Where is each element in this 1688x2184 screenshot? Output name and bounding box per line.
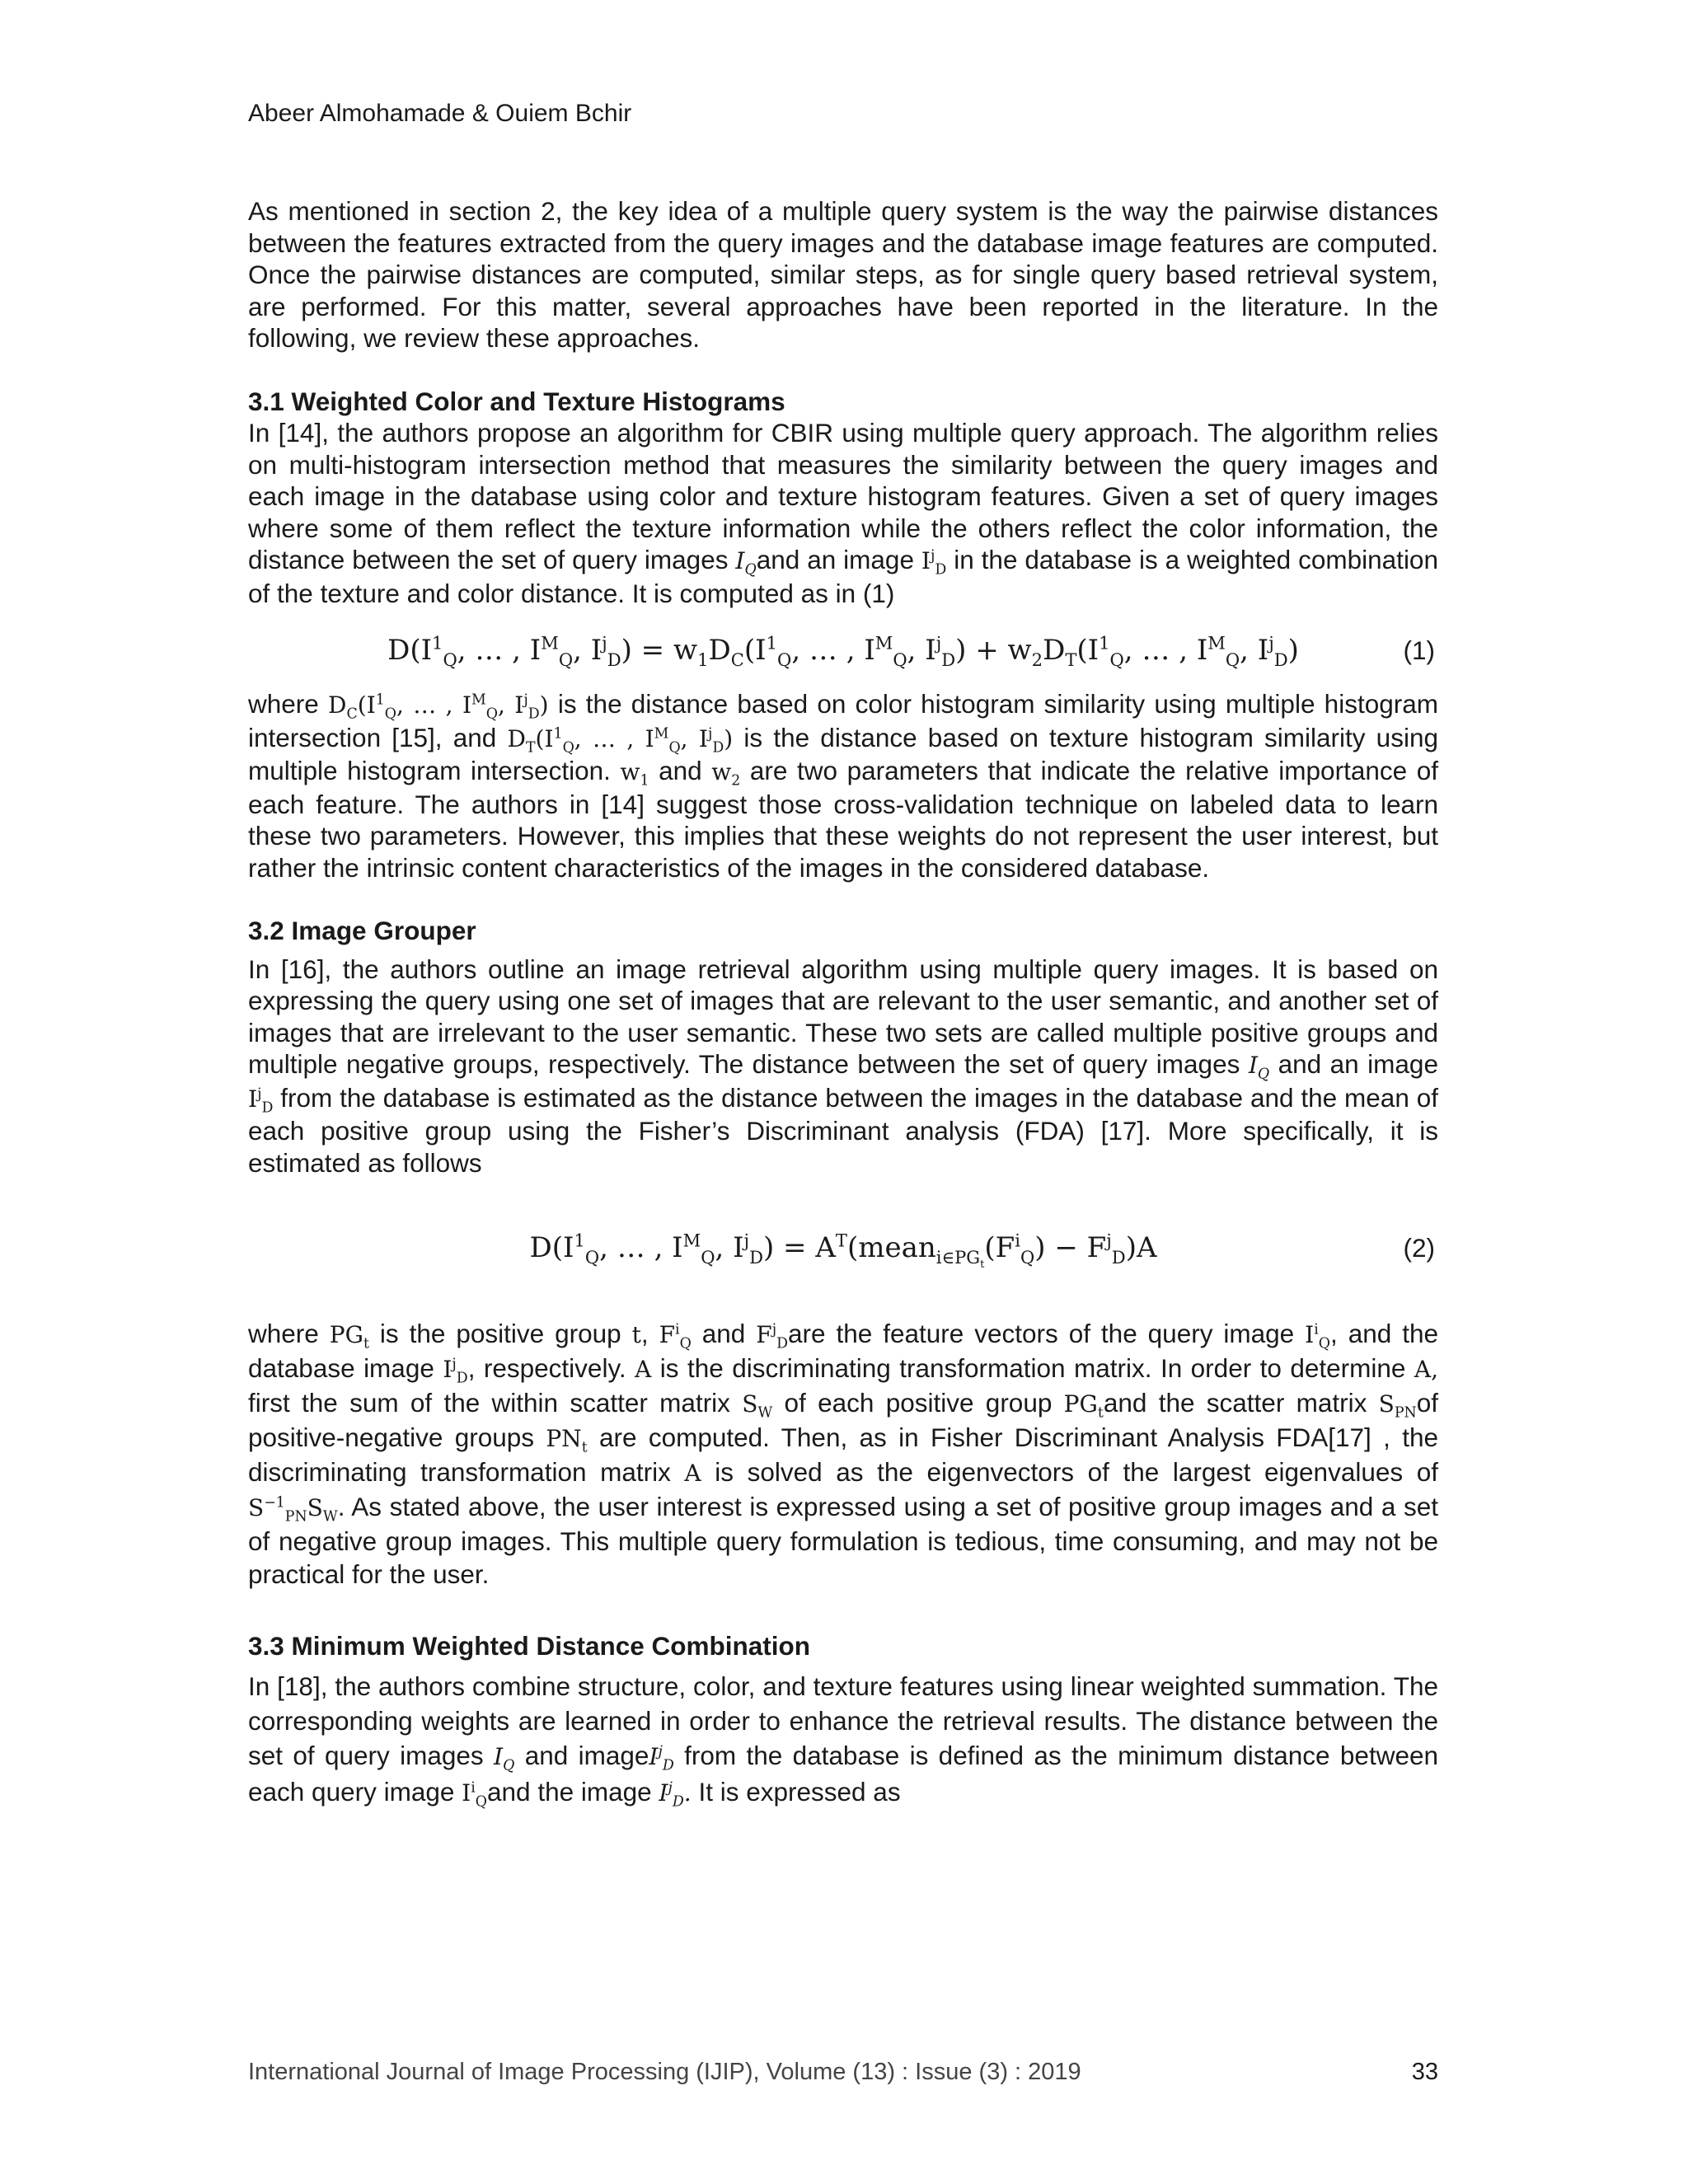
equation-1 bbox=[248, 617, 1438, 683]
page-header-authors: Abeer Almohamade & Ouiem Bchir bbox=[248, 100, 632, 127]
footer-journal: International Journal of Image Processing (IJIP), Volume (13) : Issue (3) : 2019 bbox=[248, 2059, 1081, 2085]
section-3-3-paragraph-1: In [18], the authors combine structure, color, and texture features using linear weighted summation. The corresponding weights are learned in order to enhance the retrieval results. The distance between the set of query images $I_Q$ and imageI$^j_D$ from the database is defined as the minimum distance between each query image $I^i_Qand$ the image $I^j_D$. It is expressed as bbox=[248, 1671, 1439, 1811]
page-number: 33 bbox=[1411, 2059, 1438, 2085]
equation-2-formula: $D(I^1_Q$, … , $I^M_Q$, $I^j_D$) = $A^T(mean_{i\in PG_t}(F^i_Q) - F^j_D)A$ bbox=[529, 1230, 1157, 1271]
section-3-1-paragraph-1: In [14], the authors propose an algorithm for CBIR using multiple query approach. The algorithm relies on multi-histogram intersection method that measures the similarity between the query images and each image in the database using color and texture histogram features. Given a set of query images where some of them reflect the texture information while the others reflect the color information, the distance between the set of query images $I_Qand$ an image $I^j_D$ in the database is a weighted combination of the texture and color distance. It is computed as in (1) bbox=[248, 418, 1438, 608]
section-3-2-paragraph-2: where $PG_t$ is the positive group t, $F^i_Q$ and $F^j_Dare$ the feature vectors of the query image $I^i_Q$, and the database image $I^j_D$, respectively. A is the discriminating transformation matrix. In order to determine A, first the sum of the within scatter matrix $S_W$ of each positive group $PG_tand$ the scatter matrix $S_{PN}of$ positive-negative groups $PN_t$ are computed. Then, as in Fisher Discriminant Analysis FDA[17] , the discriminating transformation matrix A is solved as the eigenvectors of the largest eigenvalues of $S^{-1}_{PN}S_W$. As stated above, the user interest is expressed using a set of positive group images and a set of negative group images. This multiple query formulation is tedious, time consuming, and may not be practical for the user. bbox=[248, 1319, 1439, 1589]
section-3-1-paragraph-2: where $D_C(I^1_Q$, … , $I^M_Q$, $I^j_D$) is the distance based on color histogram similarity using multiple histogram intersection [15], and $D_T(I^1_Q$, … , $I^M_Q$, $I^j_D$) is the distance based on texture histogram similarity using multiple histogram intersection. $w_1$ and $w_2$ are two parameters that indicate the relative importance of each feature. The authors in [14] suggest those cross-validation technique on labeled data to learn these two parameters. However, this implies that these weights do not represent the user interest, but rather the intrinsic content characteristics of the images in the considered database. bbox=[248, 689, 1438, 883]
section-3-3-heading: 3.3 Minimum Weighted Distance Combination bbox=[248, 1631, 810, 1661]
intro-paragraph: As mentioned in section 2, the key idea of a multiple query system is the way the pairwise distances between the features extracted from the query images and the database image features are computed. Once the pairwise distances are computed, similar steps, as for single query based retrieval system, are performed. For this matter, several approaches have been reported in the literature. In the following, we review these approaches. bbox=[248, 196, 1438, 353]
main-content bbox=[248, 195, 1438, 1811]
equation-2 bbox=[248, 1215, 1438, 1281]
section-3-2-heading: 3.2 Image Grouper bbox=[248, 916, 476, 945]
section-3-1-heading: 3.1 Weighted Color and Texture Histograms bbox=[248, 386, 785, 416]
equation-1-formula: $D(I^1_Q$, … , $I^M_Q$, $I^j_D) = w_1D_C(I^1_Q$, … , $I^M_Q$, $I^j_D) + w_2D_T(I^1_Q$, … , $I^M_Q$, $I^j_D$) bbox=[387, 632, 1299, 670]
section-3-2-paragraph-1: In [16], the authors outline an image retrieval algorithm using multiple query images. It is based on expressing the query using one set of images that are relevant to the user semantic, and another set of images that are irrelevant to the user semantic. These two sets are called multiple positive groups and multiple negative groups, respectively. The distance between the set of query images $I_Q$ and an image $I^j_D$ from the database is estimated as the distance between the images in the database and the mean of each positive group using the Fisher’s Discriminant analysis (FDA) [17]. More specifically, it is estimated as follows bbox=[248, 954, 1438, 1178]
equation-1-number: (1) bbox=[1403, 635, 1435, 665]
equation-2-number: (2) bbox=[1403, 1233, 1435, 1263]
